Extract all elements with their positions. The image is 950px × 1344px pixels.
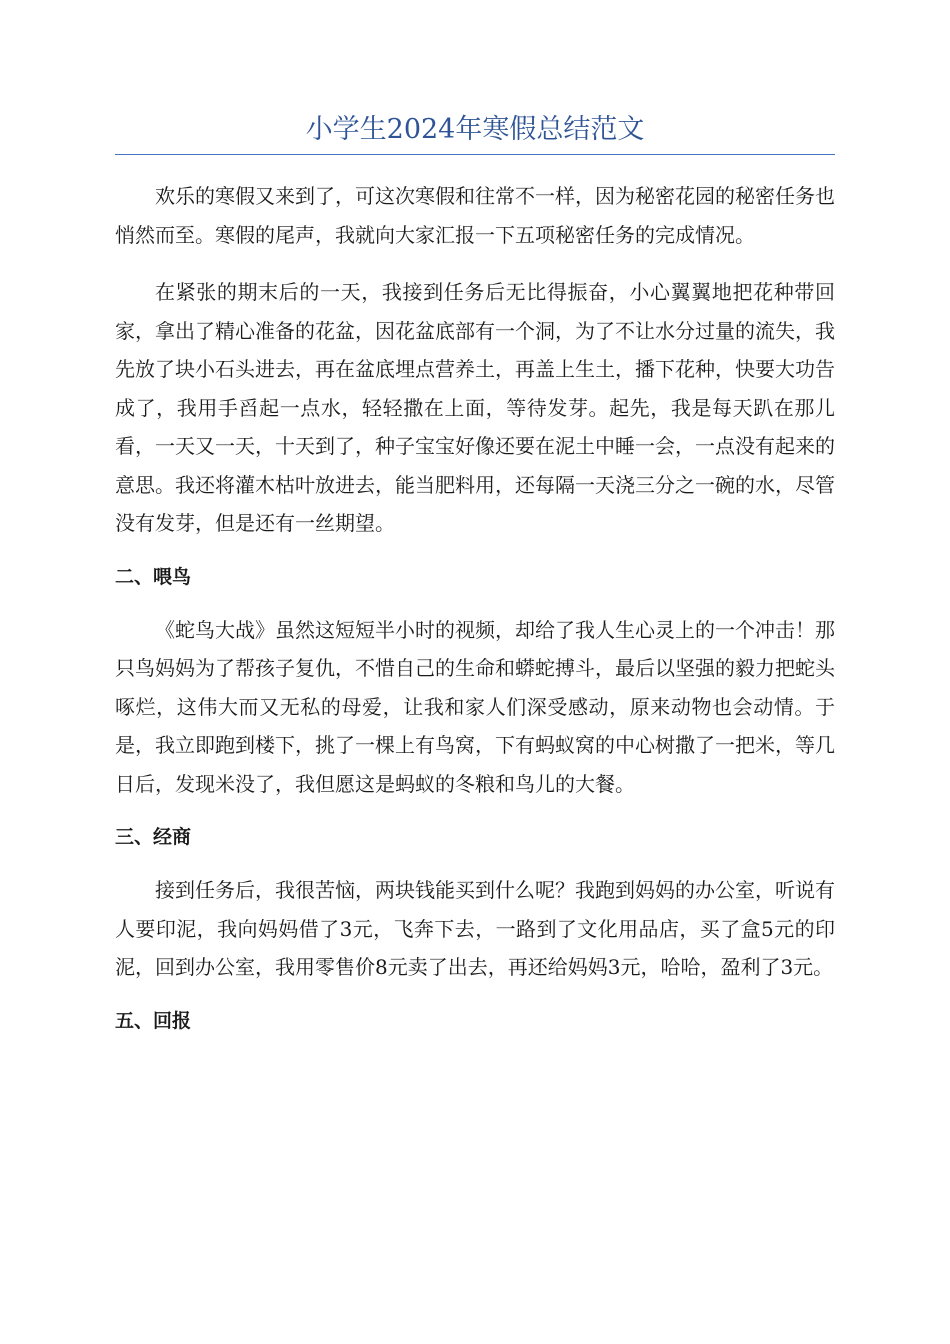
- document-title: 小学生2024年寒假总结范文: [115, 110, 835, 155]
- section-heading-business: 三、经商: [115, 826, 192, 848]
- intro-paragraph: 欢乐的寒假又来到了，可这次寒假和往常不一样，因为秘密花园的秘密任务也悄然而至。寒假的尾声，我就向大家汇报一下五项秘密任务的完成情况。: [115, 184, 835, 247]
- section-heading-repay: 五、回报: [115, 1009, 192, 1032]
- planting-paragraph: 在紧张的期末后的一天，我接到任务后无比得振奋，小心翼翼地把花种带回家，拿出了精心准备的花盆，因花盆底部有一个洞，为了不让水分过量的流失，我先放了块小石头进去，再在盆底埋点营养土，再盖上生土，播下花种，快要大功告成了，我用手舀起一点水，轻轻撒在上面，等待发芽。起先，我是每天趴在那儿看，一天又一天，十天到了，种子宝宝好像还要在泥土中睡一会，一点没有起来的意思。我还将灌木枯叶放进去，能当肥料用，还每隔一天浇三分之一碗的水，尽管没有发芽，但是还有一丝期望。: [115, 280, 835, 535]
- business-paragraph: 接到任务后，我很苦恼，两块钱能买到什么呢？我跑到妈妈的办公室，听说有人要印泥，我向妈妈借了3元，飞奔下去，一路到了文化用品店，买了盒5元的印泥，回到办公室，我用零售价8元卖了出去，再还给妈妈3元，哈哈，盈利了3元。: [115, 878, 835, 979]
- document-page: [115, 110, 835, 1055]
- feed-birds-paragraph: 《蛇鸟大战》虽然这短短半小时的视频，却给了我人生心灵上的一个冲击！那只鸟妈妈为了帮孩子复仇，不惜自己的生命和蟒蛇搏斗，最后以坚强的毅力把蛇头啄烂，这伟大而又无私的母爱，让我和家人们深受感动，原来动物也会动情。于是，我立即跑到楼下，挑了一棵上有鸟窝，下有蚂蚁窝的中心树撒了一把米，等几日后，发现米没了，我但愿这是蚂蚁的冬粮和鸟儿的大餐。: [115, 617, 835, 796]
- section-heading-feed-birds: 二、喂鸟: [115, 565, 192, 588]
